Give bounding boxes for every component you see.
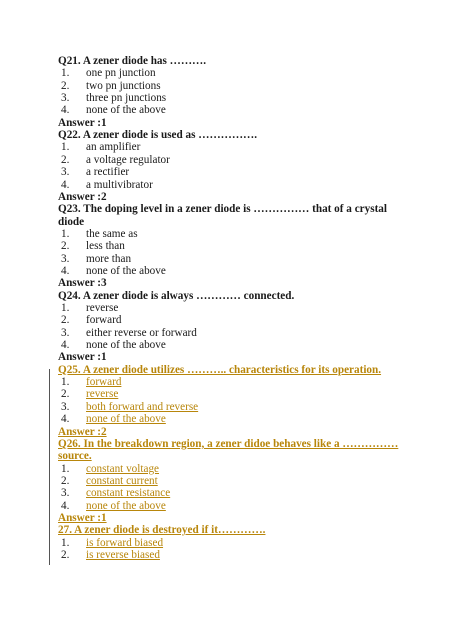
option-text: is forward biased [86, 536, 164, 549]
option-number: 2. [61, 549, 70, 561]
question-text: Q24. A zener diode is always ………… connected. [58, 289, 295, 302]
option-number: 1. [61, 227, 70, 240]
option-text: is reverse biased [86, 549, 160, 561]
option-text: none of the above [86, 264, 166, 277]
option-text: an amplifier [86, 141, 141, 154]
option-number: 4. [61, 339, 70, 352]
answer-label: Answer :1 [58, 116, 107, 129]
answer-label: Answer :1 [58, 351, 107, 364]
option-text: none of the above [86, 339, 166, 352]
option-number: 4. [61, 104, 70, 117]
question-text: Q21. A zener diode has ………. [58, 55, 207, 67]
option-number: 4. [61, 178, 70, 191]
option-text: three pn junctions [86, 92, 167, 105]
option-text: one pn junction [86, 67, 156, 80]
option-text: more than [86, 252, 132, 265]
option-text: none of the above [86, 413, 166, 426]
option-text: both forward and reverse [86, 400, 199, 413]
option-number: 4. [61, 413, 70, 426]
change-bar [49, 369, 50, 565]
option-text: reverse [86, 388, 119, 401]
option-text: a multivibrator [86, 178, 153, 191]
option-number: 2. [61, 474, 70, 487]
option-text: constant current [86, 474, 158, 487]
option-number: 3. [61, 326, 70, 339]
answer-label: Answer :2 [58, 425, 107, 438]
question-text: diode [58, 215, 85, 228]
question-text: Q22. A zener diode is used as ……………. [58, 129, 258, 142]
option-text: constant resistance [86, 487, 171, 500]
option-number: 4. [61, 499, 70, 512]
option-text: either reverse or forward [86, 326, 197, 339]
answer-label: Answer :1 [58, 511, 107, 524]
option-text: two pn junctions [86, 79, 161, 92]
option-text: forward [86, 314, 122, 327]
option-number: 3. [61, 252, 70, 265]
option-number: 1. [61, 302, 70, 314]
option-text: a voltage regulator [86, 153, 170, 166]
question-text: Q23. The doping level in a zener diode is …………… that of a crystal [58, 203, 387, 216]
question-text: 27. A zener diode is destroyed if it…………. [58, 524, 266, 537]
option-number: 1. [61, 536, 70, 549]
option-text: the same as [86, 227, 138, 240]
option-number: 1. [61, 141, 70, 154]
answer-label: Answer :3 [58, 277, 107, 290]
option-number: 3. [61, 92, 70, 105]
option-text: forward [86, 376, 122, 389]
option-number: 3. [61, 400, 70, 413]
question-text: Q26. In the breakdown region, a zener didoe behaves like a …………… [58, 437, 399, 450]
option-number: 2. [61, 79, 70, 92]
option-number: 2. [61, 314, 70, 327]
option-number: 1. [61, 67, 70, 80]
option-number: 2. [61, 240, 70, 253]
option-number: 2. [61, 153, 70, 166]
option-text: none of the above [86, 499, 166, 512]
option-text: constant voltage [86, 462, 160, 475]
option-number: 3. [61, 487, 70, 500]
option-number: 1. [61, 376, 70, 389]
option-text: none of the above [86, 104, 166, 117]
option-number: 4. [61, 264, 70, 277]
answer-label: Answer :2 [58, 190, 107, 203]
question-text: Q25. A zener diode utilizes ……….. characteristics for its operation. [58, 363, 382, 376]
option-number: 1. [61, 462, 70, 475]
option-text: reverse [86, 302, 119, 314]
option-text: a rectifier [86, 166, 130, 179]
question-text: source. [58, 450, 92, 463]
option-number: 3. [61, 166, 70, 179]
option-text: less than [86, 240, 125, 253]
option-number: 2. [61, 388, 70, 401]
